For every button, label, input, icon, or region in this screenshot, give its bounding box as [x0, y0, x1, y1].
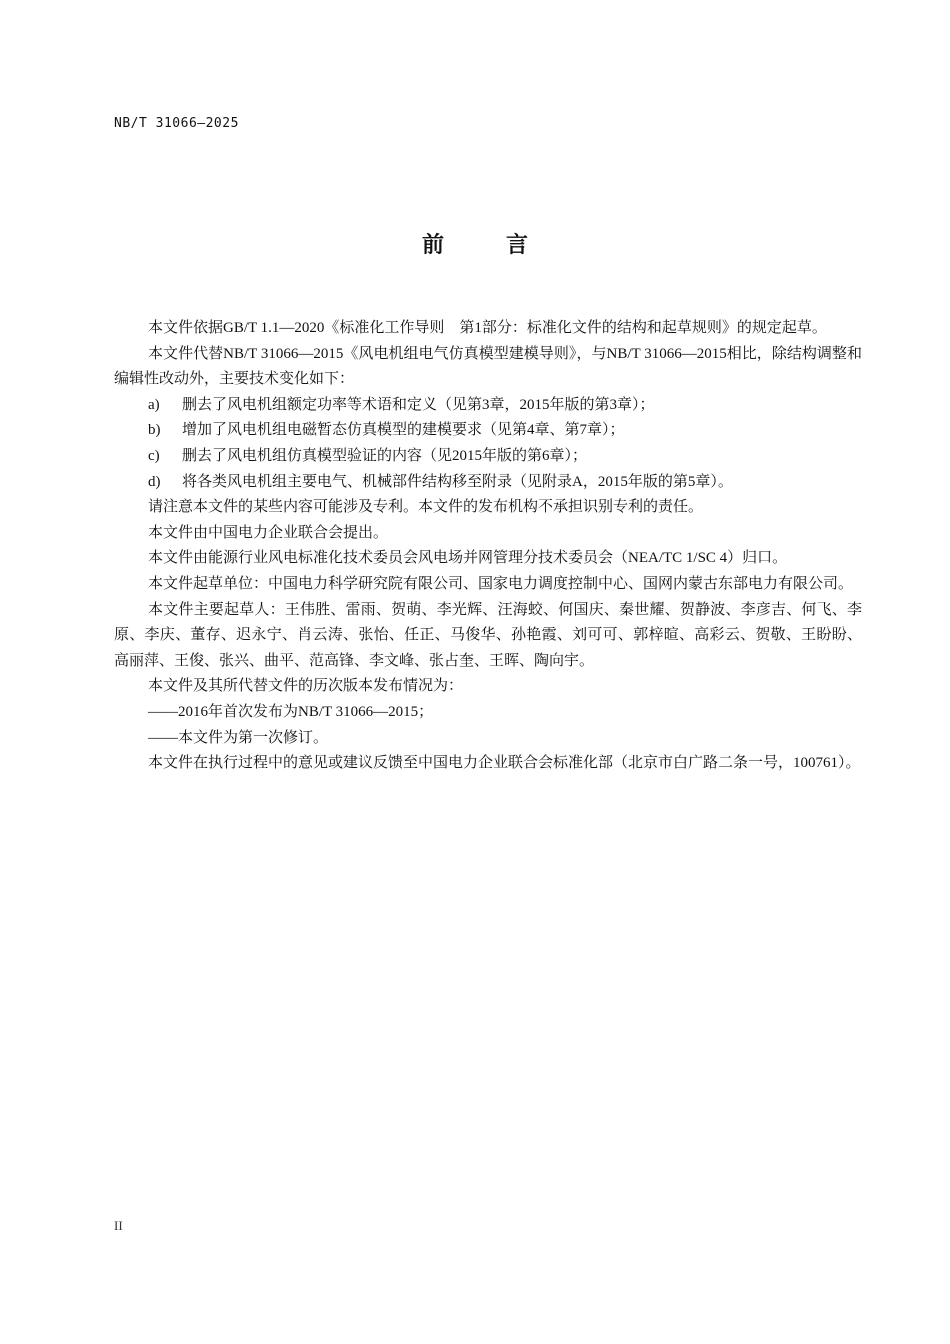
- title-char-2: 言: [506, 233, 529, 258]
- list-item-mark: c): [148, 447, 160, 464]
- paragraph-history-item: ——本文件为第一次修订。: [148, 729, 329, 746]
- paragraph-feedback: 本文件在执行过程中的意见或建议反馈至中国电力企业联合会标准化部（北京市白广路二条一号，100761）。: [148, 755, 861, 772]
- document-number-header: NB/T 31066—2025: [114, 116, 239, 131]
- list-item: [114, 444, 862, 470]
- paragraph-version-history: 本文件及其所代替文件的历次版本发布情况为：: [148, 678, 464, 695]
- page-title: [0, 228, 950, 259]
- list-item-text: 删去了风电机组额定功率等术语和定义（见第3章，2015年版的第3章）；: [182, 396, 655, 413]
- paragraph-replacement: 本文件代替NB/T 31066—2015《风电机组电气仿真模型建模导则》，与NB/T 31066—2015相比，除结构调整和编辑性改动外，主要技术变化如下：: [114, 345, 862, 388]
- title-char-1: 前: [421, 233, 444, 258]
- list-item-mark: d): [148, 473, 161, 490]
- paragraph-proposer: 本文件由中国电力企业联合会提出。: [148, 524, 389, 541]
- paragraph-drafters: 本文件主要起草人：王伟胜、雷雨、贺萌、李光辉、汪海蛟、何国庆、秦世耀、贺静波、李彦吉、何飞、李原、李庆、董存、迟永宁、肖云涛、张怡、任正、马俊华、孙艳霞、刘可可、郭梓暄、高彩云、贺敬、王盼盼、高丽萍、王俊、张兴、曲平、范高锋、李文峰、张占奎、王晖、陶向宇。: [114, 601, 862, 669]
- foreword-body: [114, 316, 862, 777]
- paragraph-patent-notice: 请注意本文件的某些内容可能涉及专利。本文件的发布机构不承担识别专利的责任。: [148, 499, 704, 516]
- list-item: [114, 470, 862, 496]
- list-item-text: 删去了风电机组仿真模型验证的内容（见2015年版的第6章）；: [182, 447, 588, 464]
- paragraph-drafting-units: 本文件起草单位：中国电力科学研究院有限公司、国家电力调度控制中心、国网内蒙古东部电力有限公司。: [148, 575, 854, 592]
- list-item-text: 增加了风电机组电磁暂态仿真模型的建模要求（见第4章、第7章）；: [182, 422, 625, 439]
- list-item-text: 将各类风电机组主要电气、机械部件结构移至附录（见附录A，2015年版的第5章）。: [182, 473, 733, 490]
- paragraph-technical-committee: 本文件由能源行业风电标准化技术委员会风电场并网管理分技术委员会（NEA/TC 1/SC 4）归口。: [148, 550, 788, 567]
- list-item-mark: b): [148, 422, 161, 439]
- page-number: II: [114, 1218, 123, 1233]
- list-item: [114, 418, 862, 444]
- list-item: [114, 393, 862, 419]
- paragraph-drafting-basis: 本文件依据GB/T 1.1—2020《标准化工作导则 第1部分：标准化文件的结构和起草规则》的规定起草。: [148, 320, 827, 336]
- paragraph-history-item: ——2016年首次发布为NB/T 31066—2015；: [148, 703, 434, 720]
- list-item-mark: a): [148, 396, 160, 413]
